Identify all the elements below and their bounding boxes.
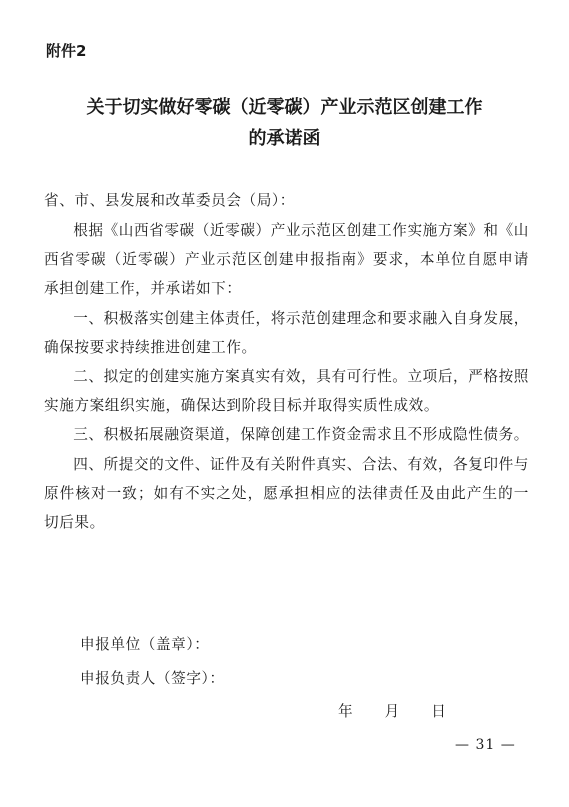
date-year-label: 年 — [338, 703, 353, 720]
body-paragraphs — [44, 216, 529, 537]
paragraph-commitment-3: 三、积极拓展融资渠道，保障创建工作资金需求且不形成隐性债务。 — [73, 426, 530, 444]
signature-unit-label: 申报单位（盖章）： — [80, 636, 210, 653]
signature-person-label: 申报负责人（签字）： — [80, 670, 225, 687]
paragraph-commitment-4: 四、所提交的文件、证件及有关附件真实、合法、有效，各复印件与原件核对一致；如有不实之处，愿承担相应的法律责任及由此产生的一切后果。 — [44, 455, 530, 532]
salutation: 省、市、县发展和改革委员会（局）： — [44, 192, 295, 209]
paragraph-commitment-1: 一、积极落实创建主体责任，将示范创建理念和要求融入自身发展，确保按要求持续推进创建工作。 — [44, 309, 530, 356]
date-month-label: 月 — [384, 703, 400, 720]
document-title-line-2: 的承诺函 — [248, 128, 321, 149]
paragraph-intro: 根据《山西省零碳（近零碳）产业示范区创建工作实施方案》和《山西省零碳（近零碳）产业示范区创建申报指南》要求，本单位自愿申请承担创建工作，并承诺如下： — [44, 222, 530, 298]
attachment-label: 附件2 — [46, 42, 87, 60]
page-number: — 31 — — [455, 737, 516, 753]
date-day-label: 日 — [431, 703, 446, 720]
paragraph-commitment-2: 二、拟定的创建实施方案真实有效，具有可行性。立项后，严格按照实施方案组织实施，确保达到阶段目标并取得实质性成效。 — [44, 368, 530, 415]
date-line — [338, 700, 446, 721]
document-title-line-1: 关于切实做好零碳（近零碳）产业示范区创建工作 — [86, 97, 483, 118]
